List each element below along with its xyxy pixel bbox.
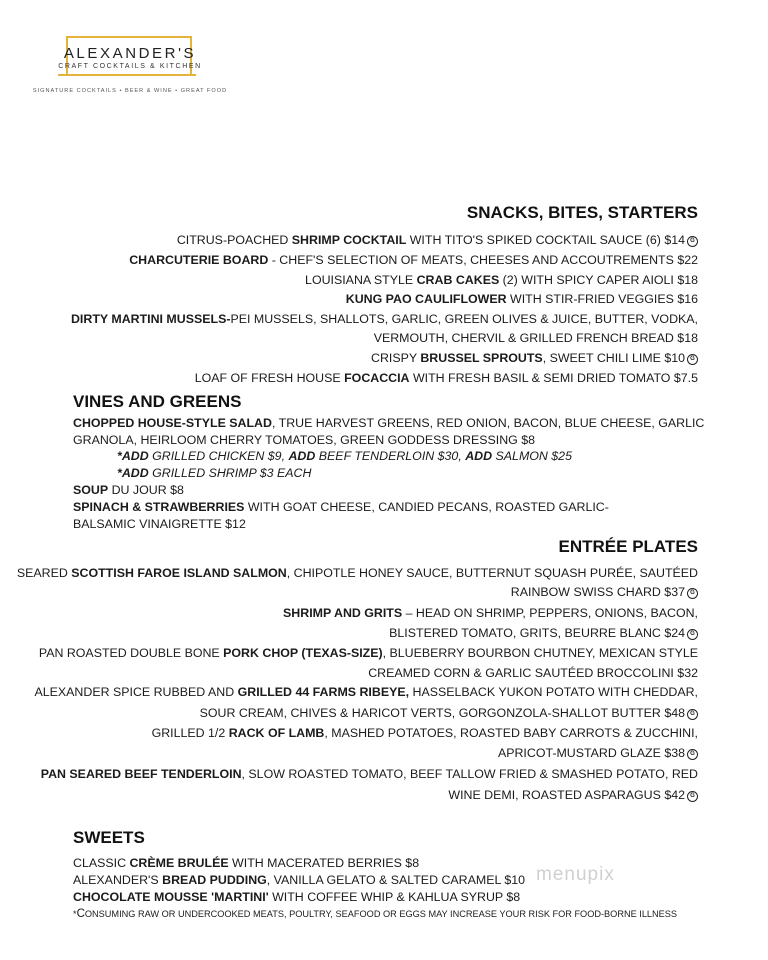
menu-item-rack-of-lamb: GRILLED 1/2 RACK OF LAMB, MASHED POTATOES, ROASTED BABY CARROTS & ZUCCHINI, <box>151 726 698 740</box>
salad-addons-line1: *ADD GRILLED CHICKEN $9, ADD BEEF TENDERLOIN $30, ADD SALMON $25 <box>117 449 572 463</box>
logo-name: ALEXANDER'S <box>63 45 197 62</box>
gluten-free-icon: G <box>687 236 698 247</box>
menu-item-mussels: DIRTY MARTINI MUSSELS-PEI MUSSELS, SHALLOTS, GARLIC, GREEN OLIVES & JUICE, BUTTER, VODKA, <box>70 312 698 326</box>
menu-item-beef-tenderloin-cont: WINE DEMI, ROASTED ASPARAGUS $42 G <box>448 788 698 802</box>
menu-item-pork-chop: PAN ROASTED DOUBLE BONE PORK CHOP (TEXAS-SIZE), BLUEBERRY BOURBON CHUTNEY, MEXICAN STYLE <box>38 646 698 660</box>
menu-item-bread-pudding: ALEXANDER'S BREAD PUDDING, VANILLA GELATO & SALTED CARAMEL $10 <box>73 873 526 887</box>
menu-item-soup: SOUP DU JOUR $8 <box>73 483 184 497</box>
menu-item-spinach-salad-cont: BALSAMIC VINAIGRETTE $12 <box>73 517 246 531</box>
restaurant-logo <box>30 36 230 98</box>
section-title-snacks: SNACKS, BITES, STARTERS <box>466 203 698 222</box>
gluten-free-icon: G <box>687 791 698 802</box>
menu-item-focaccia: LOAF OF FRESH HOUSE FOCACCIA WITH FRESH BASIL & SEMI DRIED TOMATO $7.5 <box>194 371 698 385</box>
gluten-free-icon: G <box>687 629 698 640</box>
menu-item-house-salad-cont: GRANOLA, HEIRLOOM CHERRY TOMATOES, GREEN GODDESS DRESSING $8 <box>73 433 536 447</box>
menu-item-pork-chop-cont: CREAMED CORN & GARLIC SAUTÉED BROCCOLINI $32 <box>368 666 698 680</box>
menu-item-mussels-cont: VERMOUTH, CHERVIL & GRILLED FRENCH BREAD $18 <box>373 331 698 345</box>
gluten-free-icon: G <box>687 749 698 760</box>
salad-addons-line2: *ADD GRILLED SHRIMP $3 EACH <box>117 466 312 480</box>
section-title-sweets: SWEETS <box>73 828 145 847</box>
menu-item-shrimp-grits-cont: BLISTERED TOMATO, GRITS, BEURRE BLANC $24 G <box>389 626 698 640</box>
menu-item-cauliflower: KUNG PAO CAULIFLOWER WITH STIR-FRIED VEGGIES $16 <box>345 292 698 306</box>
menu-item-creme-brulee: CLASSIC CRÈME BRULÉE WITH MACERATED BERRIES $8 <box>73 856 420 870</box>
menu-item-ribeye-cont: SOUR CREAM, CHIVES & HARICOT VERTS, GORGONZOLA-SHALLOT BUTTER $48 G <box>200 706 698 720</box>
menu-item-salmon: SEARED SCOTTISH FAROE ISLAND SALMON, CHIPOTLE HONEY SAUCE, BUTTERNUT SQUASH PURÉE, SAUTÉED <box>16 566 698 580</box>
logo-rule <box>58 74 196 76</box>
section-title-vines: VINES AND GREENS <box>73 392 242 411</box>
menu-item-shrimp-cocktail: CITRUS-POACHED SHRIMP COCKTAIL WITH TITO'S SPIKED COCKTAIL SAUCE (6) $14 G <box>177 233 698 247</box>
menu-item-rack-of-lamb-cont: APRICOT-MUSTARD GLAZE $38 G <box>498 746 698 760</box>
menu-item-ribeye: ALEXANDER SPICE RUBBED AND GRILLED 44 FARMS RIBEYE, HASSELBACK YUKON POTATO WITH CHEDDAR, <box>34 685 698 699</box>
logo-subtitle: CRAFT COCKTAILS & KITCHEN <box>58 63 202 70</box>
menu-item-salmon-cont: RAINBOW SWISS CHARD $37 G <box>511 585 698 599</box>
food-safety-disclaimer: *CONSUMING RAW OR UNDERCOOKED MEATS, POULTRY, SEAFOOD OR EGGS MAY INCREASE YOUR RISK FOR FOOD-BORNE ILLNESS <box>73 908 678 920</box>
gluten-free-icon: G <box>687 354 698 365</box>
gluten-free-icon: G <box>687 709 698 720</box>
menu-item-crab-cakes: LOUISIANA STYLE CRAB CAKES (2) WITH SPICY CAPER AIOLI $18 <box>305 273 698 287</box>
menu-item-charcuterie: CHARCUTERIE BOARD - CHEF'S SELECTION OF MEATS, CHEESES AND ACCOUTREMENTS $22 <box>129 253 698 267</box>
menu-item-house-salad: CHOPPED HOUSE-STYLE SALAD, TRUE HARVEST GREENS, RED ONION, BACON, BLUE CHEESE, GARLIC <box>73 416 705 430</box>
menu-item-shrimp-grits: SHRIMP AND GRITS – HEAD ON SHRIMP, PEPPERS, ONIONS, BACON, <box>283 606 698 620</box>
gluten-free-icon: G <box>687 588 698 599</box>
menu-item-spinach-salad: SPINACH & STRAWBERRIES WITH GOAT CHEESE, CANDIED PECANS, ROASTED GARLIC- <box>73 500 609 514</box>
watermark: menupix <box>536 864 615 885</box>
section-title-entree: ENTRÉE PLATES <box>558 537 698 556</box>
menu-item-chocolate-mousse: CHOCOLATE MOUSSE 'MARTINI' WITH COFFEE WHIP & KAHLUA SYRUP $8 <box>73 890 521 904</box>
menu-item-beef-tenderloin: PAN SEARED BEEF TENDERLOIN, SLOW ROASTED TOMATO, BEEF TALLOW FRIED & SMASHED POTATO, RED <box>40 767 698 781</box>
menu-item-brussel-sprouts: CRISPY BRUSSEL SPROUTS, SWEET CHILI LIME $10 G <box>371 351 698 365</box>
logo-tagline: SIGNATURE COCKTAILS • BEER & WINE • GREAT FOOD <box>32 88 228 94</box>
